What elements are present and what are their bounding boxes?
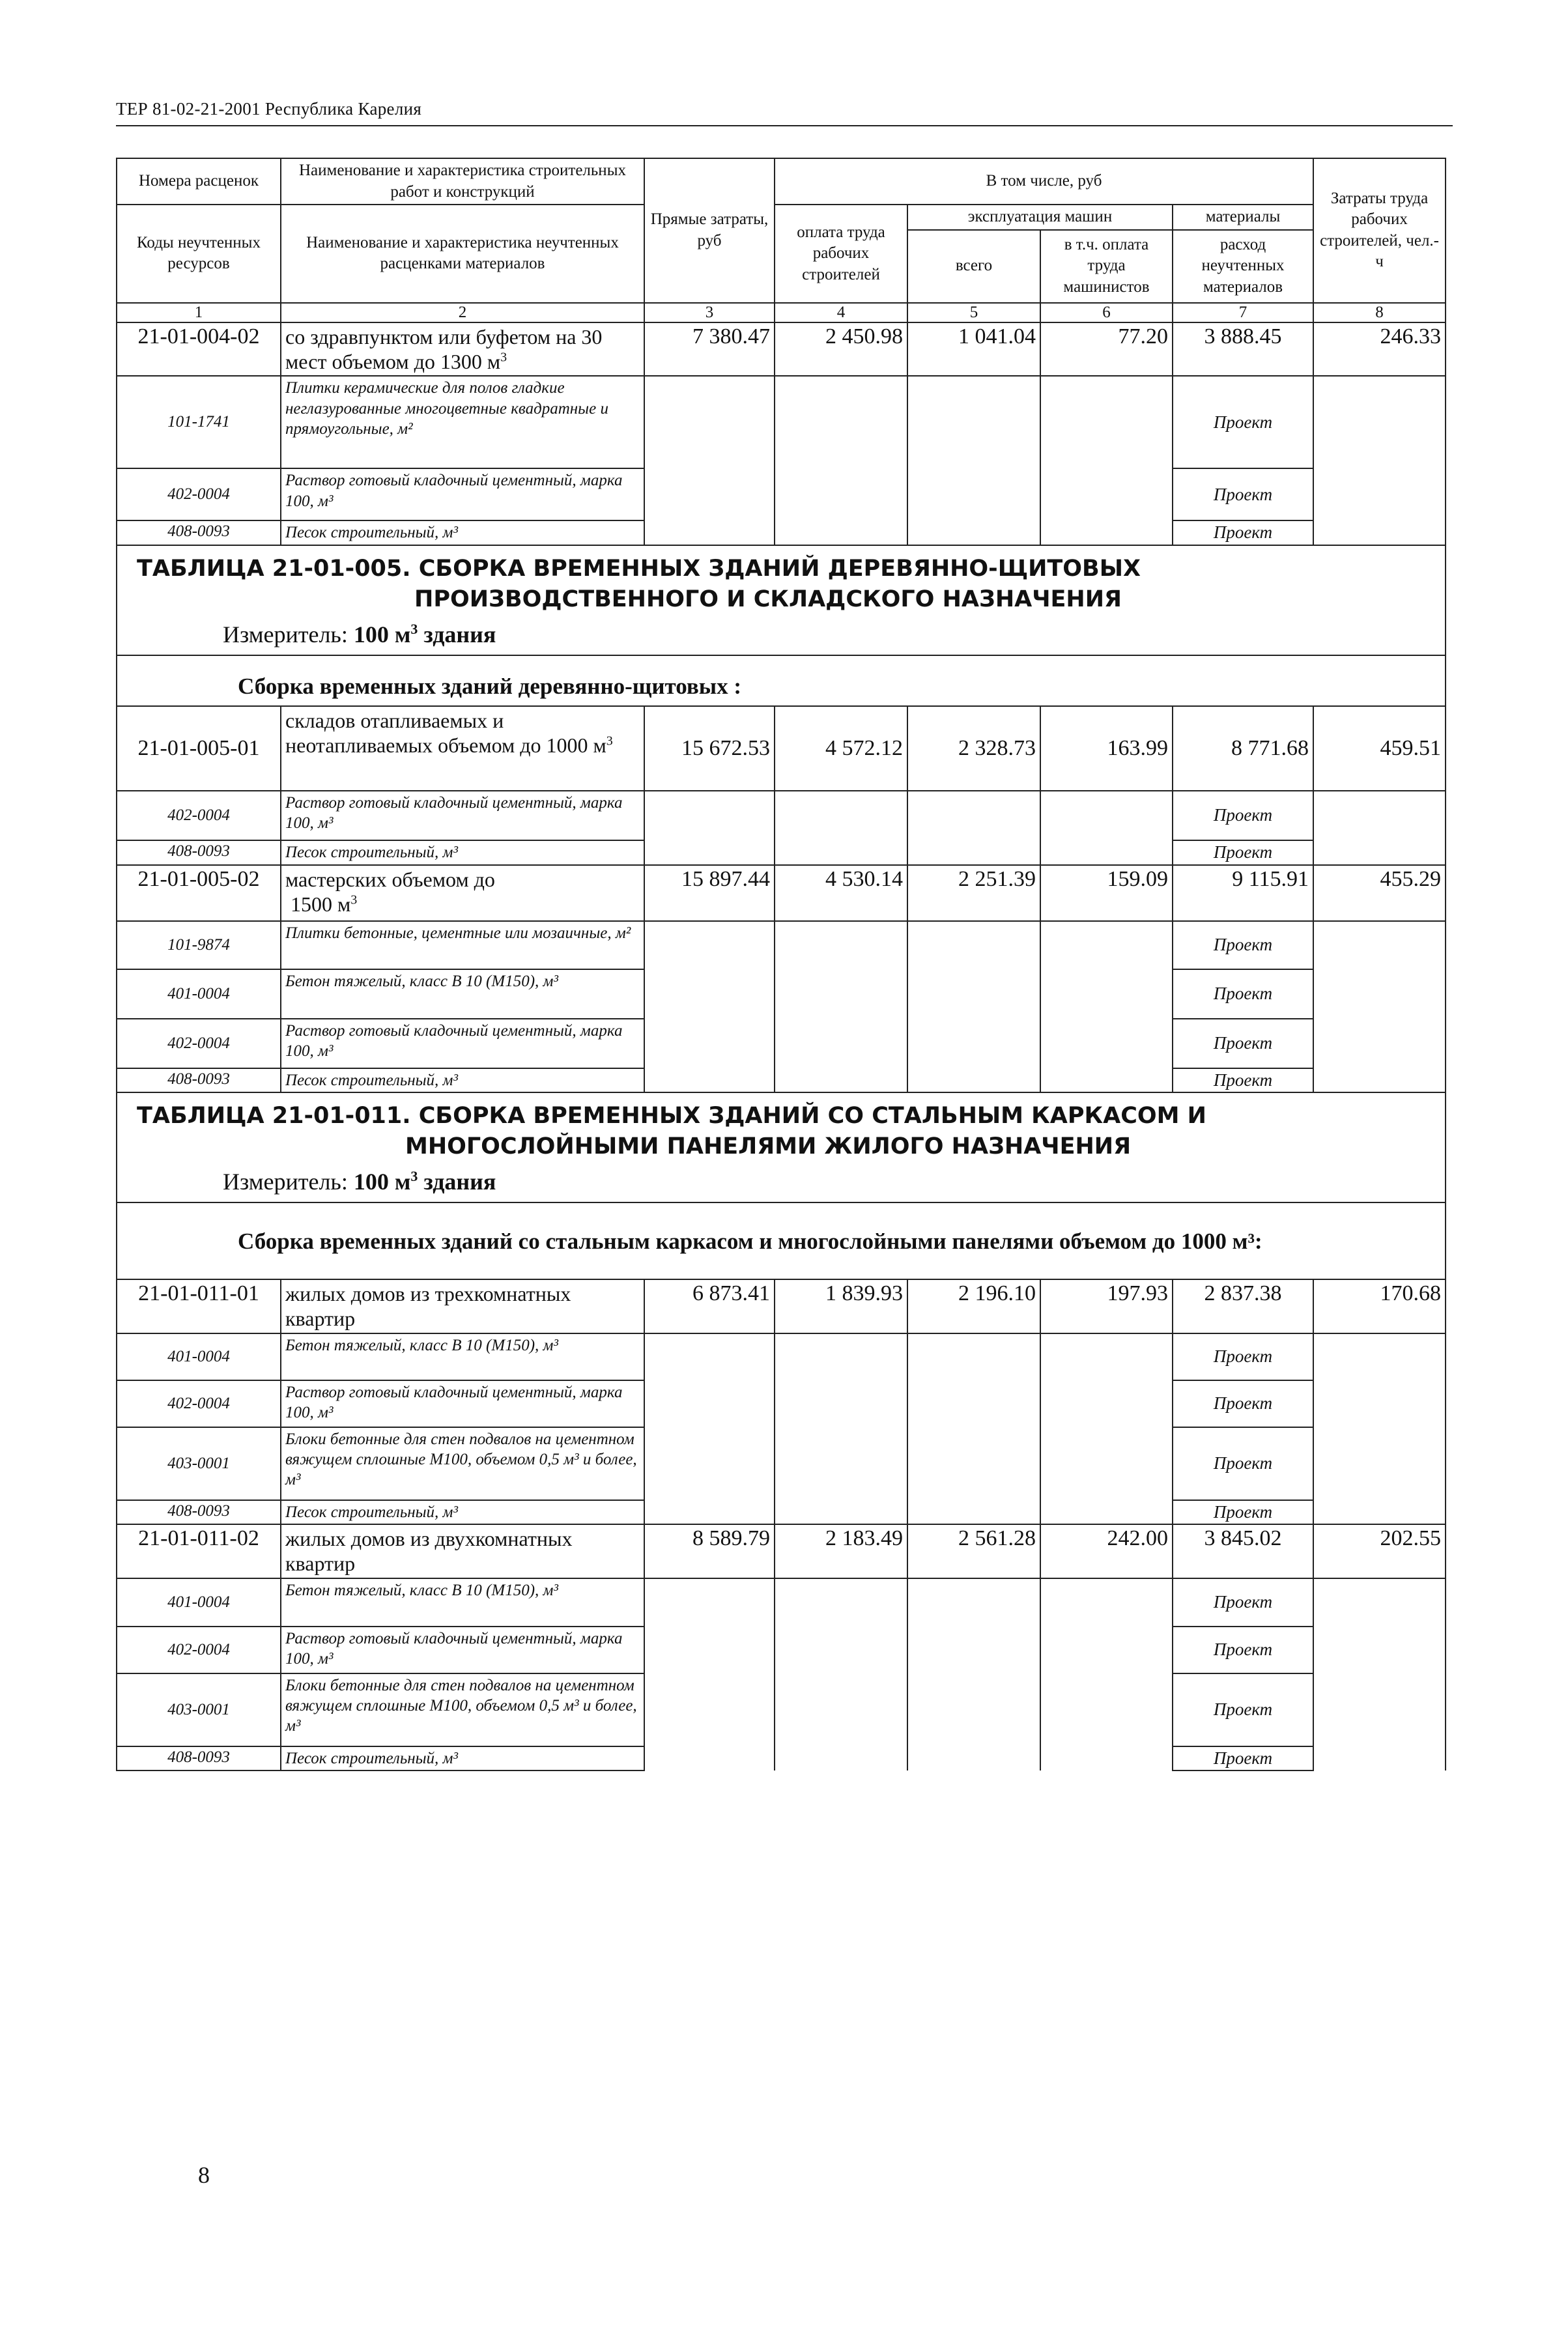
empty-cell — [775, 468, 907, 520]
empty-cell — [644, 1333, 775, 1380]
empty-cell — [1313, 791, 1446, 840]
empty-cell — [907, 1380, 1040, 1427]
empty-cell — [775, 840, 907, 865]
table-title — [117, 1092, 1446, 1202]
empty-cell — [644, 1427, 775, 1500]
labor-hours: 246.33 — [1313, 322, 1446, 377]
empty-cell — [907, 1578, 1040, 1627]
empty-cell — [907, 1019, 1040, 1068]
empty-cell — [1313, 921, 1446, 969]
empty-cell — [1040, 468, 1173, 520]
resource-value: Проект — [1173, 921, 1313, 969]
empty-cell — [907, 1068, 1040, 1092]
resource-code: 403-0001 — [117, 1427, 281, 1500]
resource-name: Плитки керамические для полов гладкие неглазурованные многоцветные квадратные и прямоугольные, м² — [281, 376, 644, 468]
rate-name: жилых домов из двухкомнатных квартир — [281, 1524, 644, 1578]
resource-name: Блоки бетонные для стен подвалов на цементном вяжущем сплошные М100, объемом 0,5 м³ и более, м³ — [281, 1673, 644, 1746]
resource-name: Раствор готовый кладочный цементный, марка 100, м³ — [281, 468, 644, 520]
labor-cost: 2 183.49 — [775, 1524, 907, 1578]
resource-row — [117, 921, 1446, 969]
resource-name: Раствор готовый кладочный цементный, марка 100, м³ — [281, 791, 644, 840]
rate-row — [117, 1279, 1446, 1333]
empty-cell — [644, 1068, 775, 1092]
empty-cell — [775, 1578, 907, 1627]
empty-cell — [1313, 840, 1446, 865]
col5-header: всего — [907, 230, 1040, 303]
empty-cell — [644, 520, 775, 545]
resource-name: Песок строительный, м³ — [281, 1500, 644, 1524]
resource-code: 402-0004 — [117, 1019, 281, 1068]
empty-cell — [1040, 1019, 1173, 1068]
empty-cell — [775, 1746, 907, 1770]
table-title-line: ПРОИЗВОДСТВЕННОГО И СКЛАДСКОГО НАЗНАЧЕНИЯ — [414, 586, 1122, 612]
empty-cell — [1313, 1500, 1446, 1524]
resource-name: Песок строительный, м³ — [281, 520, 644, 545]
empty-cell — [775, 376, 907, 468]
direct-cost: 15 897.44 — [644, 865, 775, 921]
empty-cell — [1313, 1746, 1446, 1770]
resource-code: 408-0093 — [117, 840, 281, 865]
resource-value: Проект — [1173, 520, 1313, 545]
resource-name: Раствор готовый кладочный цементный, марка 100, м³ — [281, 1627, 644, 1673]
empty-cell — [775, 1068, 907, 1092]
empty-cell — [1313, 969, 1446, 1019]
machine-cost: 2 328.73 — [907, 706, 1040, 791]
empty-cell — [644, 376, 775, 468]
resource-code: 101-1741 — [117, 376, 281, 468]
resource-code: 401-0004 — [117, 1333, 281, 1380]
resource-value: Проект — [1173, 969, 1313, 1019]
empty-cell — [775, 1380, 907, 1427]
empty-cell — [1040, 1427, 1173, 1500]
empty-cell — [1040, 1627, 1173, 1673]
empty-cell — [1040, 969, 1173, 1019]
empty-cell — [907, 921, 1040, 969]
labor-hours: 170.68 — [1313, 1279, 1446, 1333]
direct-cost: 15 672.53 — [644, 706, 775, 791]
resource-value: Проект — [1173, 840, 1313, 865]
empty-cell — [907, 1746, 1040, 1770]
empty-cell — [907, 1627, 1040, 1673]
rate-name: со здравпунктом или буфетом на 30 мест объемом до 1300 $м^3$ — [281, 322, 644, 377]
empty-cell — [775, 1427, 907, 1500]
resource-code: 101-9874 — [117, 921, 281, 969]
meter-label: Измеритель: — [223, 621, 348, 648]
col7-header: расход неучтенных материалов — [1173, 230, 1313, 303]
empty-cell — [775, 1627, 907, 1673]
empty-cell — [907, 520, 1040, 545]
empty-cell — [1040, 1746, 1173, 1770]
empty-cell — [1040, 376, 1173, 468]
col1-header-bottom: Коды неучтенных ресурсов — [117, 205, 281, 303]
resource-name: Песок строительный, м³ — [281, 1746, 644, 1770]
labor-hours: 455.29 — [1313, 865, 1446, 921]
machinist-labor-cost: 163.99 — [1040, 706, 1173, 791]
empty-cell — [644, 921, 775, 969]
resource-value: Проект — [1173, 1427, 1313, 1500]
meter-value: 100 $м^3$ здания — [353, 621, 496, 648]
resource-name: Бетон тяжелый, класс В 10 (М150), м³ — [281, 1333, 644, 1380]
empty-cell — [1040, 1673, 1173, 1746]
column-number: 1 — [117, 303, 281, 322]
materials-cost: 8 771.68 — [1173, 706, 1313, 791]
rate-name: мастерских объемом до 1500 $м^3$ — [281, 865, 644, 921]
empty-cell — [907, 468, 1040, 520]
empty-cell — [644, 1627, 775, 1673]
resource-code: 408-0093 — [117, 1068, 281, 1092]
group-header: В том числе, руб — [775, 158, 1313, 205]
table-meter — [137, 615, 1438, 651]
empty-cell — [1313, 520, 1446, 545]
empty-cell — [644, 969, 775, 1019]
labor-cost: 1 839.93 — [775, 1279, 907, 1333]
resource-row — [117, 520, 1446, 545]
rates-table — [116, 158, 1446, 1771]
empty-cell — [1313, 468, 1446, 520]
resource-name: Бетон тяжелый, класс В 10 (М150), м³ — [281, 1578, 644, 1627]
resource-row — [117, 1019, 1446, 1068]
machines-header: эксплуатация машин — [907, 205, 1173, 230]
empty-cell — [907, 1673, 1040, 1746]
resource-value: Проект — [1173, 468, 1313, 520]
table-title-row — [117, 545, 1446, 655]
rate-code: 21-01-004-02 — [117, 322, 281, 377]
resource-code: 403-0001 — [117, 1673, 281, 1746]
direct-cost: 7 380.47 — [644, 322, 775, 377]
resource-row — [117, 1746, 1446, 1770]
col3-header: Прямые затраты, руб — [644, 158, 775, 303]
resource-code: 401-0004 — [117, 969, 281, 1019]
empty-cell — [644, 1578, 775, 1627]
empty-cell — [644, 1673, 775, 1746]
rate-row — [117, 865, 1446, 921]
resource-value: Проект — [1173, 376, 1313, 468]
machine-cost: 2 251.39 — [907, 865, 1040, 921]
meter-label: Измеритель: — [223, 1169, 348, 1195]
resource-name: Плитки бетонные, цементные или мозаичные, м² — [281, 921, 644, 969]
resource-code: 408-0093 — [117, 1500, 281, 1524]
empty-cell — [644, 468, 775, 520]
resource-row — [117, 1380, 1446, 1427]
rate-name: складов отапливаемых и неотапливаемых объемом до 1000 $м^3$ — [281, 706, 644, 791]
resource-row — [117, 1627, 1446, 1673]
resource-value: Проект — [1173, 1578, 1313, 1627]
resource-value: Проект — [1173, 1068, 1313, 1092]
resource-name: Блоки бетонные для стен подвалов на цементном вяжущем сплошные М100, объемом 0,5 м³ и более, м³ — [281, 1427, 644, 1500]
column-number: 3 — [644, 303, 775, 322]
direct-cost: 8 589.79 — [644, 1524, 775, 1578]
empty-cell — [644, 791, 775, 840]
resource-row — [117, 1500, 1446, 1524]
empty-cell — [1313, 1333, 1446, 1380]
rate-code: 21-01-005-02 — [117, 865, 281, 921]
resource-value: Проект — [1173, 1673, 1313, 1746]
resource-value: Проект — [1173, 791, 1313, 840]
resource-code: 402-0004 — [117, 1380, 281, 1427]
labor-cost: 4 572.12 — [775, 706, 907, 791]
empty-cell — [1040, 791, 1173, 840]
empty-cell — [644, 1500, 775, 1524]
materials-cost: 3 888.45 — [1173, 322, 1313, 377]
materials-header: материалы — [1173, 205, 1313, 230]
rate-row — [117, 706, 1446, 791]
empty-cell — [644, 1019, 775, 1068]
resource-value: Проект — [1173, 1333, 1313, 1380]
resource-row — [117, 1427, 1446, 1500]
empty-cell — [1313, 1578, 1446, 1627]
column-number: 2 — [281, 303, 644, 322]
machine-cost: 2 561.28 — [907, 1524, 1040, 1578]
resource-code: 401-0004 — [117, 1578, 281, 1627]
empty-cell — [644, 840, 775, 865]
section-row — [117, 655, 1446, 706]
section-row — [117, 1202, 1446, 1279]
resource-row — [117, 1333, 1446, 1380]
empty-cell — [775, 1500, 907, 1524]
column-number: 6 — [1040, 303, 1173, 322]
empty-cell — [775, 1019, 907, 1068]
table-title-line: ТАБЛИЦА 21-01-005. СБОРКА ВРЕМЕННЫХ ЗДАНИЙ ДЕРЕВЯННО-ЩИТОВЫХ — [137, 555, 1141, 582]
empty-cell — [644, 1746, 775, 1770]
empty-cell — [1313, 376, 1446, 468]
machinist-labor-cost: 197.93 — [1040, 1279, 1173, 1333]
empty-cell — [907, 969, 1040, 1019]
meter-value: 100 $м^3$ здания — [353, 1168, 496, 1195]
col1-header-top: Номера расценок — [117, 158, 281, 205]
table-title — [117, 545, 1446, 655]
empty-cell — [907, 1427, 1040, 1500]
empty-cell — [907, 840, 1040, 865]
section-title: Сборка временных зданий деревянно-щитовых : — [117, 655, 1446, 706]
resource-value: Проект — [1173, 1746, 1313, 1770]
resource-row — [117, 1578, 1446, 1627]
materials-cost: 3 845.02 — [1173, 1524, 1313, 1578]
col6-header: в т.ч. оплата труда машинистов — [1040, 230, 1173, 303]
col8-header: Затраты труда рабочих строителей, чел.-ч — [1313, 158, 1446, 303]
table-title-row — [117, 1092, 1446, 1202]
resource-row — [117, 840, 1446, 865]
table-title-line: ТАБЛИЦА 21-01-011. СБОРКА ВРЕМЕННЫХ ЗДАНИЙ СО СТАЛЬНЫМ КАРКАСОМ И — [137, 1102, 1206, 1129]
labor-hours: 202.55 — [1313, 1524, 1446, 1578]
materials-cost: 2 837.38 — [1173, 1279, 1313, 1333]
resource-code: 402-0004 — [117, 1627, 281, 1673]
column-number: 5 — [907, 303, 1040, 322]
rate-code: 21-01-005-01 — [117, 706, 281, 791]
empty-cell — [907, 1500, 1040, 1524]
col2-header-top: Наименование и характеристика строительных работ и конструкций — [281, 158, 644, 205]
labor-cost: 4 530.14 — [775, 865, 907, 921]
rate-row — [117, 322, 1446, 377]
empty-cell — [775, 969, 907, 1019]
empty-cell — [907, 1333, 1040, 1380]
resource-name: Песок строительный, м³ — [281, 840, 644, 865]
resource-code: 402-0004 — [117, 468, 281, 520]
empty-cell — [1040, 840, 1173, 865]
rate-row — [117, 1524, 1446, 1578]
resource-row — [117, 791, 1446, 840]
column-number: 7 — [1173, 303, 1313, 322]
resource-code: 408-0093 — [117, 520, 281, 545]
resource-row — [117, 969, 1446, 1019]
empty-cell — [775, 921, 907, 969]
resource-row — [117, 376, 1446, 468]
labor-hours: 459.51 — [1313, 706, 1446, 791]
empty-cell — [1313, 1019, 1446, 1068]
empty-cell — [1040, 1068, 1173, 1092]
empty-cell — [1313, 1673, 1446, 1746]
rate-code: 21-01-011-01 — [117, 1279, 281, 1333]
table-meter — [137, 1162, 1438, 1198]
resource-row — [117, 1068, 1446, 1092]
resource-name: Бетон тяжелый, класс В 10 (М150), м³ — [281, 969, 644, 1019]
resource-name: Раствор готовый кладочный цементный, марка 100, м³ — [281, 1019, 644, 1068]
column-number: 4 — [775, 303, 907, 322]
section-title: Сборка временных зданий со стальным каркасом и многослойными панелями объемом до 1000 м³: — [117, 1202, 1446, 1279]
rate-name: жилых домов из трехкомнатных квартир — [281, 1279, 644, 1333]
resource-name: Песок строительный, м³ — [281, 1068, 644, 1092]
resource-value: Проект — [1173, 1627, 1313, 1673]
materials-cost: 9 115.91 — [1173, 865, 1313, 921]
labor-cost: 2 450.98 — [775, 322, 907, 377]
empty-cell — [1313, 1068, 1446, 1092]
empty-cell — [775, 1333, 907, 1380]
machinist-labor-cost: 159.09 — [1040, 865, 1173, 921]
empty-cell — [1040, 1380, 1173, 1427]
empty-cell — [1313, 1427, 1446, 1500]
machine-cost: 2 196.10 — [907, 1279, 1040, 1333]
empty-cell — [1313, 1380, 1446, 1427]
empty-cell — [775, 791, 907, 840]
document-header: ТЕР 81-02-21-2001 Республика Карелия — [116, 99, 422, 119]
empty-cell — [1040, 1333, 1173, 1380]
empty-cell — [1040, 1500, 1173, 1524]
direct-cost: 6 873.41 — [644, 1279, 775, 1333]
page-number: 8 — [198, 2162, 210, 2188]
resource-name: Раствор готовый кладочный цементный, марка 100, м³ — [281, 1380, 644, 1427]
resource-code: 402-0004 — [117, 791, 281, 840]
header-rule — [116, 125, 1453, 126]
table-title-line: МНОГОСЛОЙНЫМИ ПАНЕЛЯМИ ЖИЛОГО НАЗНАЧЕНИЯ — [405, 1133, 1132, 1160]
empty-cell — [907, 376, 1040, 468]
resource-code: 408-0093 — [117, 1746, 281, 1770]
empty-cell — [775, 1673, 907, 1746]
rate-code: 21-01-011-02 — [117, 1524, 281, 1578]
col2-header-bottom: Наименование и характеристика неучтенных расценками материалов — [281, 205, 644, 303]
resource-value: Проект — [1173, 1500, 1313, 1524]
resource-value: Проект — [1173, 1019, 1313, 1068]
resource-value: Проект — [1173, 1380, 1313, 1427]
empty-cell — [1040, 1578, 1173, 1627]
resource-row — [117, 1673, 1446, 1746]
column-number-row — [117, 303, 1446, 322]
empty-cell — [644, 1380, 775, 1427]
empty-cell — [907, 791, 1040, 840]
empty-cell — [1040, 921, 1173, 969]
machine-cost: 1 041.04 — [907, 322, 1040, 377]
col4-header: оплата труда рабочих строителей — [775, 205, 907, 303]
empty-cell — [775, 520, 907, 545]
machinist-labor-cost: 242.00 — [1040, 1524, 1173, 1578]
empty-cell — [1313, 1627, 1446, 1673]
machinist-labor-cost: 77.20 — [1040, 322, 1173, 377]
resource-row — [117, 468, 1446, 520]
column-number: 8 — [1313, 303, 1446, 322]
empty-cell — [1040, 520, 1173, 545]
